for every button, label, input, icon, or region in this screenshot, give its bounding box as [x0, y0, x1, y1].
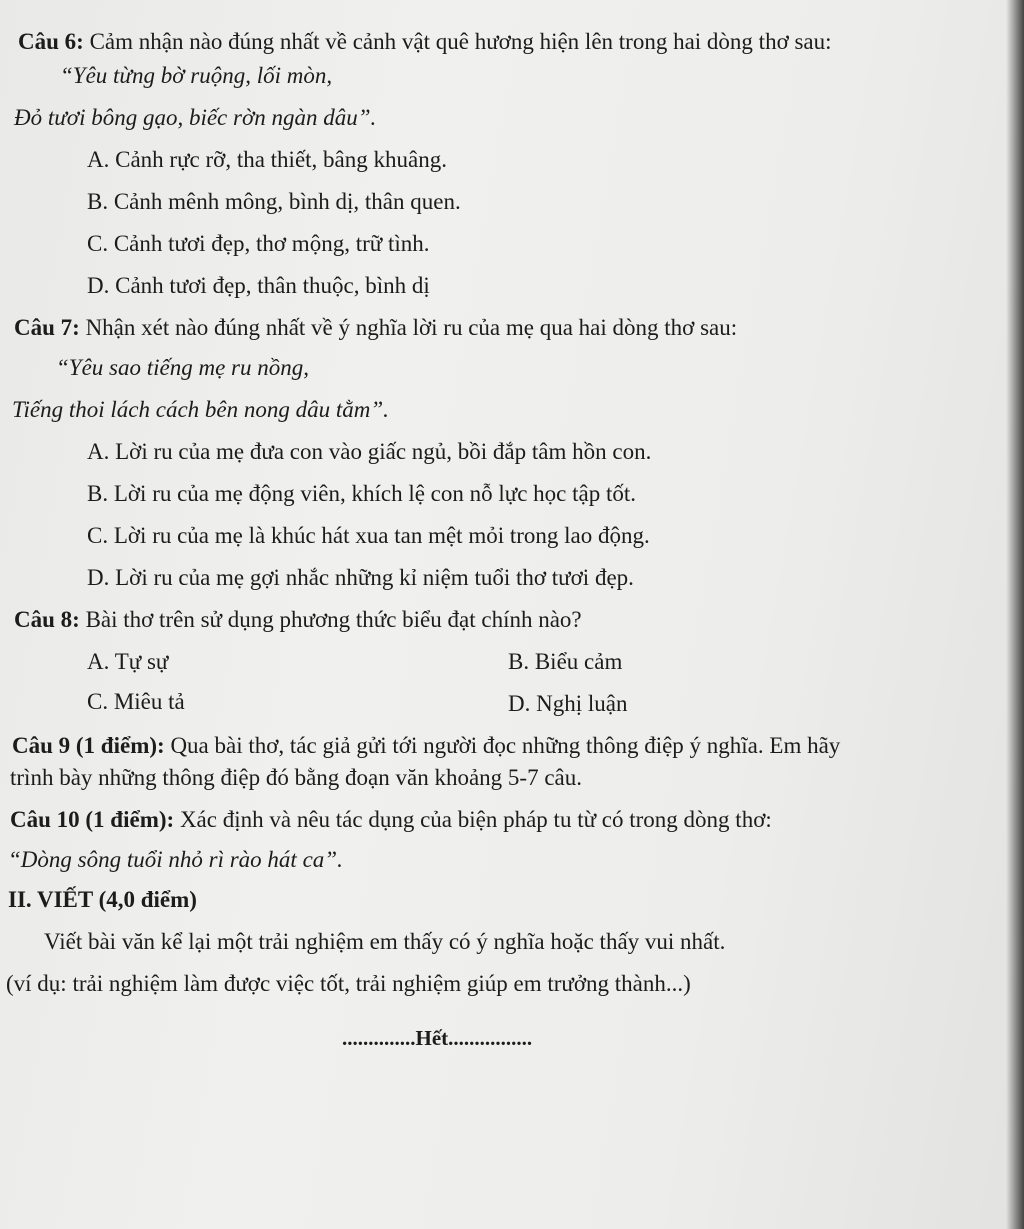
question-10-quote: “Dòng sông tuổi nhỏ rì rào hát ca”.	[8, 847, 343, 872]
question-7-label: Câu 7:	[14, 315, 80, 340]
question-6-poem-line-2: Đỏ tươi bông gạo, biếc rờn ngàn dâu”.	[14, 105, 377, 130]
question-8-label: Câu 8:	[14, 607, 80, 632]
question-6-text: Cảm nhận nào đúng nhất về cảnh vật quê hương hiện lên trong hai dòng thơ sau:	[83, 29, 832, 54]
question-6-option-c: C. Cảnh tươi đẹp, thơ mộng, trữ tình.	[87, 231, 430, 256]
question-8-option-d: D. Nghị luận	[508, 691, 628, 716]
question-10-label: Câu 10 (1 điểm):	[10, 807, 175, 832]
question-7-option-a: A. Lời ru của mẹ đưa con vào giấc ngủ, bồi đắp tâm hồn con.	[87, 439, 652, 464]
question-7-option-c: C. Lời ru của mẹ là khúc hát xua tan mệt mỏi trong lao động.	[87, 523, 650, 548]
question-6-option-b: B. Cảnh mênh mông, bình dị, thân quen.	[87, 189, 461, 214]
question-8-option-a: A. Tự sự	[87, 649, 169, 674]
question-7-option-d: D. Lời ru của mẹ gợi nhắc những kỉ niệm tuổi thơ tươi đẹp.	[87, 565, 634, 590]
question-6-option-a: A. Cảnh rực rỡ, tha thiết, bâng khuâng.	[87, 147, 447, 172]
question-8-text: Bài thơ trên sử dụng phương thức biểu đạt chính nào?	[79, 607, 582, 632]
page-edge-shadow	[1006, 0, 1024, 1229]
question-8-option-b: B. Biểu cảm	[508, 649, 623, 674]
question-9-label: Câu 9 (1 điểm):	[12, 733, 165, 758]
question-7-prompt	[14, 314, 737, 342]
writing-prompt: Viết bài văn kể lại một trải nghiệm em thấy có ý nghĩa hoặc thấy vui nhất.	[44, 929, 726, 954]
question-6-poem-line-1: “Yêu từng bờ ruộng, lối mòn,	[60, 63, 333, 88]
question-8-prompt	[14, 606, 582, 634]
end-marker: ..............Hết................	[342, 1026, 533, 1050]
question-9-text: Qua bài thơ, tác giả gửi tới người đọc những thông điệp ý nghĩa. Em hãy	[164, 733, 841, 758]
question-9-prompt-line-1	[12, 732, 840, 760]
question-6-prompt	[18, 28, 832, 56]
question-7-poem-line-2: Tiếng thoi lách cách bên nong dâu tằm”.	[12, 397, 389, 422]
question-10-text: Xác định và nêu tác dụng của biện pháp tu từ có trong dòng thơ:	[174, 807, 772, 832]
question-9-prompt-line-2: trình bày những thông điệp đó bằng đoạn văn khoảng 5-7 câu.	[10, 765, 583, 790]
question-10-prompt	[10, 806, 772, 834]
writing-example: (ví dụ: trải nghiệm làm được việc tốt, trải nghiệm giúp em trưởng thành...)	[6, 971, 691, 996]
question-7-option-b: B. Lời ru của mẹ động viên, khích lệ con nỗ lực học tập tốt.	[87, 481, 637, 506]
question-6-option-d: D. Cảnh tươi đẹp, thân thuộc, bình dị	[87, 273, 430, 298]
question-7-text: Nhận xét nào đúng nhất về ý nghĩa lời ru của mẹ qua hai dòng thơ sau:	[79, 315, 738, 340]
question-7-poem-line-1: “Yêu sao tiếng mẹ ru nồng,	[56, 355, 309, 380]
writing-section-heading: II. VIẾT (4,0 điểm)	[8, 887, 197, 912]
question-8-option-c: C. Miêu tả	[87, 689, 185, 714]
question-6-label: Câu 6:	[18, 29, 84, 54]
